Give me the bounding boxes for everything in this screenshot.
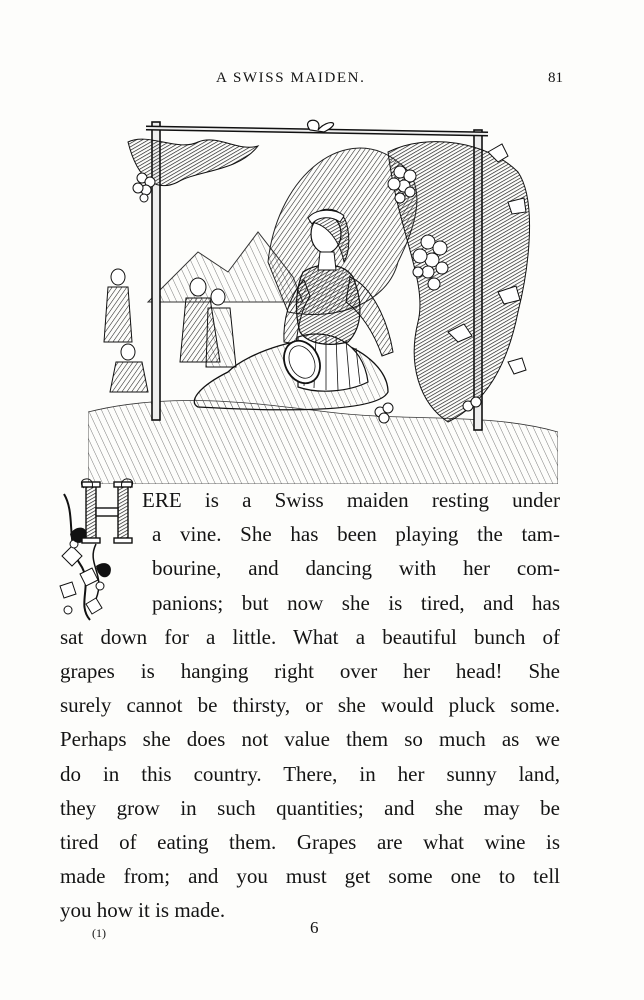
running-head: [0, 70, 644, 100]
page-number: 81: [548, 70, 563, 86]
text-line: surely cannot be thirsty, or she would pluck some.: [60, 693, 560, 718]
text-line: grapes is hanging right over her head! She: [60, 658, 560, 683]
text-line: sat down for a little. What a beautiful bunch of: [60, 624, 560, 649]
signature-mark: (1): [92, 926, 106, 940]
text-line: made from; and you must get some one to tell: [60, 864, 560, 889]
text-line: a vine. She has been playing the tam-: [152, 522, 560, 547]
text-line: do in this country. There, in her sunny land,: [60, 761, 560, 786]
running-title: A SWISS MAIDEN.: [216, 70, 366, 86]
engraving-illustration: [88, 112, 558, 484]
body-text: [60, 483, 560, 927]
text-line: bourine, and dancing with her com-: [152, 556, 560, 581]
text-line: panions; but now she is tired, and has: [152, 590, 560, 615]
text-line: tired of eating them. Grapes are what wine is: [60, 829, 560, 854]
text-line: they grow in such quantities; and she may be: [60, 795, 560, 820]
gathering-number: 6: [310, 918, 319, 937]
text-line: ERE is a Swiss maiden resting under: [142, 488, 560, 512]
text-line: Perhaps she does not value them so much as we: [60, 727, 560, 752]
text-line: you how it is made.: [60, 898, 226, 923]
swiss-maiden-engraving-icon: [88, 112, 558, 484]
